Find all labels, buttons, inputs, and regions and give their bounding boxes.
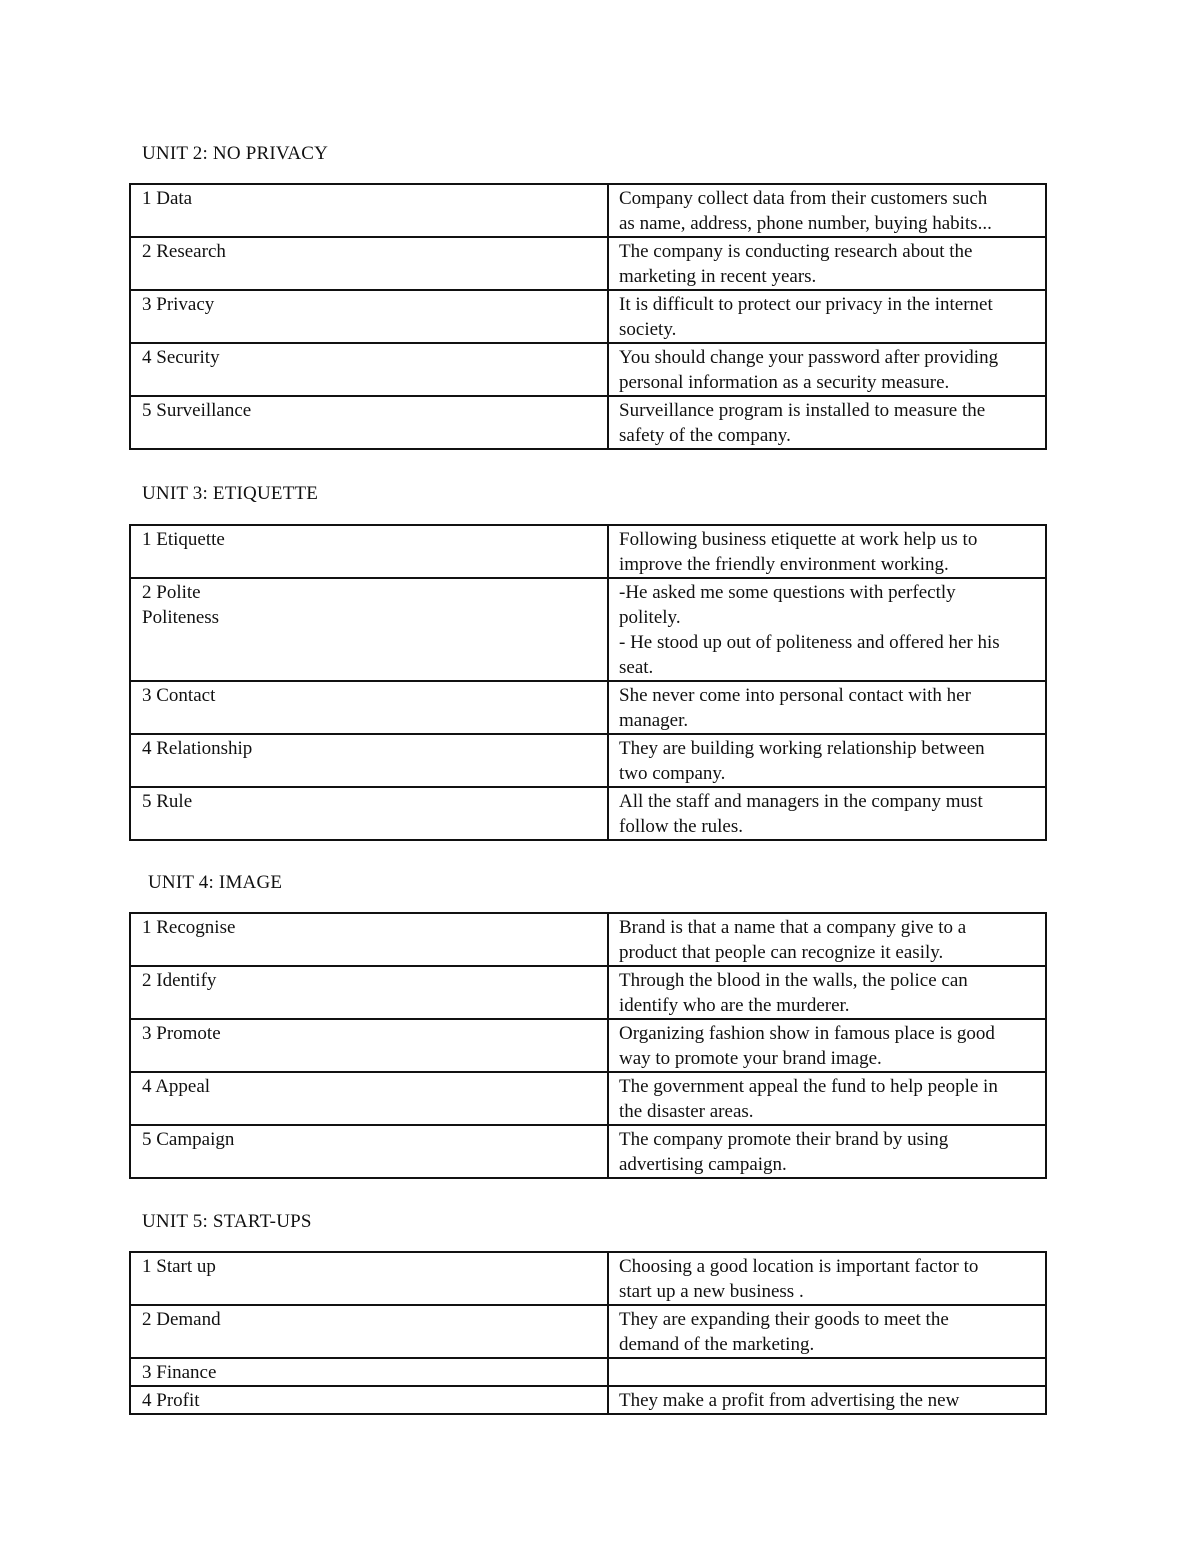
example-cell: Choosing a good location is important factor to start up a new business . xyxy=(608,1252,1046,1305)
table-row xyxy=(130,1305,1046,1358)
term-cell: 1 Data xyxy=(130,184,608,237)
unit-title: UNIT 2: NO PRIVACY xyxy=(142,143,329,164)
example-cell: Brand is that a name that a company give to a product that people can recognize it easily. xyxy=(608,913,1046,966)
example-cell: Through the blood in the walls, the police can identify who are the murderer. xyxy=(608,966,1046,1019)
example-cell: -He asked me some questions with perfectly politely. - He stood up out of politeness and offered her his seat. xyxy=(608,578,1046,681)
table-row xyxy=(130,237,1046,290)
term-cell: 1 Start up xyxy=(130,1252,608,1305)
table-row xyxy=(130,1252,1046,1305)
vocab-table xyxy=(129,1251,1047,1415)
example-cell: They are building working relationship between two company. xyxy=(608,734,1046,787)
unit-title: UNIT 4: IMAGE xyxy=(148,872,283,893)
table-row xyxy=(130,1386,1046,1414)
table-row xyxy=(130,734,1046,787)
example-cell xyxy=(608,1358,1046,1386)
vocab-table xyxy=(129,912,1047,1179)
term-cell: 2 Identify xyxy=(130,966,608,1019)
table-row xyxy=(130,787,1046,840)
example-cell: It is difficult to protect our privacy in the internet society. xyxy=(608,290,1046,343)
example-cell: You should change your password after providing personal information as a security measure. xyxy=(608,343,1046,396)
term-cell: 3 Promote xyxy=(130,1019,608,1072)
table-row xyxy=(130,966,1046,1019)
table-row xyxy=(130,1358,1046,1386)
table-row xyxy=(130,290,1046,343)
table-row xyxy=(130,396,1046,449)
term-cell: 3 Finance xyxy=(130,1358,608,1386)
example-cell: Company collect data from their customers such as name, address, phone number, buying habits... xyxy=(608,184,1046,237)
term-cell: 5 Surveillance xyxy=(130,396,608,449)
table-row xyxy=(130,184,1046,237)
example-cell: She never come into personal contact with her manager. xyxy=(608,681,1046,734)
table-row xyxy=(130,578,1046,681)
term-cell: 2 Demand xyxy=(130,1305,608,1358)
term-cell: 4 Appeal xyxy=(130,1072,608,1125)
example-cell: Following business etiquette at work help us to improve the friendly environment working. xyxy=(608,525,1046,578)
example-cell: Surveillance program is installed to measure the safety of the company. xyxy=(608,396,1046,449)
example-cell: Organizing fashion show in famous place is good way to promote your brand image. xyxy=(608,1019,1046,1072)
example-cell: They are expanding their goods to meet the demand of the marketing. xyxy=(608,1305,1046,1358)
term-cell: 1 Etiquette xyxy=(130,525,608,578)
term-cell: 4 Security xyxy=(130,343,608,396)
unit-title: UNIT 5: START-UPS xyxy=(142,1211,312,1232)
table-row xyxy=(130,681,1046,734)
term-cell: 4 Relationship xyxy=(130,734,608,787)
table-row xyxy=(130,1072,1046,1125)
table-row xyxy=(130,1125,1046,1178)
example-cell: They make a profit from advertising the new xyxy=(608,1386,1046,1414)
table-row xyxy=(130,913,1046,966)
term-cell: 3 Privacy xyxy=(130,290,608,343)
term-cell: 5 Rule xyxy=(130,787,608,840)
vocab-table xyxy=(129,524,1047,841)
table-row xyxy=(130,343,1046,396)
vocab-table xyxy=(129,183,1047,450)
example-cell: All the staff and managers in the company must follow the rules. xyxy=(608,787,1046,840)
term-cell: 2 Research xyxy=(130,237,608,290)
example-cell: The government appeal the fund to help people in the disaster areas. xyxy=(608,1072,1046,1125)
table-row xyxy=(130,525,1046,578)
term-cell: 2 Polite Politeness xyxy=(130,578,608,681)
term-cell: 5 Campaign xyxy=(130,1125,608,1178)
example-cell: The company is conducting research about the marketing in recent years. xyxy=(608,237,1046,290)
term-cell: 3 Contact xyxy=(130,681,608,734)
term-cell: 4 Profit xyxy=(130,1386,608,1414)
example-cell: The company promote their brand by using advertising campaign. xyxy=(608,1125,1046,1178)
table-row xyxy=(130,1019,1046,1072)
term-cell: 1 Recognise xyxy=(130,913,608,966)
unit-title: UNIT 3: ETIQUETTE xyxy=(142,483,319,504)
